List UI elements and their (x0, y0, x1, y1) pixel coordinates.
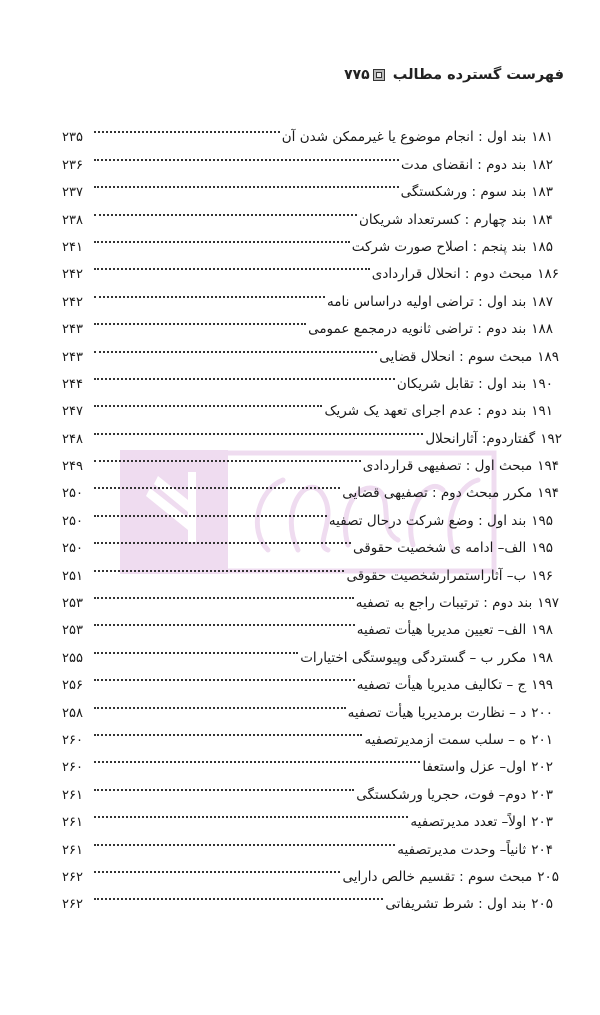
toc-entry-title: مبحث سوم : انحلال قضایی (379, 348, 533, 365)
toc-entry-number: ۱۸۸ (531, 321, 553, 338)
toc-entry-label (327, 289, 553, 316)
toc-entry-page: ۲۴۸ (62, 431, 83, 447)
toc-entry-page: ۲۶۰ (62, 732, 83, 748)
toc-entry-label (379, 344, 559, 371)
toc-entry-page: ۲۵۰ (62, 486, 83, 502)
toc-entry-title: بند اول : تراضی اولیه دراساس نامه (327, 293, 527, 310)
dot-leader (94, 497, 327, 524)
toc-entry-number: ۱۹۱ (531, 403, 553, 420)
dot-leader (94, 525, 351, 552)
dot-leader (94, 881, 383, 908)
toc-entry-label (425, 426, 562, 453)
dot-leader (94, 141, 399, 168)
toc-entry-number: ۱۸۱ (531, 129, 553, 146)
toc-entry-number: ۱۸۴ (531, 211, 553, 228)
toc-entry-title: ب– آثاراستمرارشخصیت حقوقی (346, 567, 527, 584)
dot-leader (94, 662, 355, 689)
toc-entry-title: اول– عزل واستعفا (422, 759, 527, 776)
toc-entry-page: ۲۵۱ (62, 568, 83, 584)
dot-leader (94, 744, 420, 771)
toc-entry-number: ۲۰۲ (531, 759, 553, 776)
toc-entry-number: ۱۸۵ (531, 238, 553, 255)
square-box-icon (373, 69, 385, 81)
toc-entry-title: بند دوم : ترتیبات راجع به تصفیه (355, 595, 533, 612)
toc-entry-page: ۲۳۶ (62, 157, 83, 173)
toc-entry-number: ۱۹۵ (531, 512, 553, 529)
toc-entry-title: مکرر ب – گستردگی وپیوستگی اختیارات (300, 649, 527, 666)
toc-entry-label (385, 891, 553, 918)
toc-entry-title: بند دوم : انقضای مدت (400, 156, 527, 173)
header-title: فهرست گسترده مطالب (392, 67, 564, 83)
toc-entry-label (359, 207, 553, 234)
toc-entry-page: ۲۶۱ (62, 815, 83, 831)
toc-entry-title: ثانیاً– وحدت مدیرتصفیه (397, 841, 527, 858)
toc-entry-number: ۲۰۳ (531, 814, 553, 831)
toc-entry-page: ۲۴۲ (62, 294, 83, 310)
dot-leader (94, 251, 370, 278)
dot-leader (94, 278, 325, 305)
toc-entry-number: ۲۰۵ (537, 868, 559, 885)
toc-entry-number: ۱۹۵ (531, 540, 553, 557)
toc-entry-title: گفتاردوم: آثارانحلال (425, 430, 536, 447)
toc-entry-title: بند دوم : تراضی ثانویه درمجمع عمومی (308, 321, 527, 338)
toc-entry-title: بند سوم : ورشکستگی (400, 184, 527, 201)
toc-entry-page: ۲۳۵ (62, 130, 83, 146)
toc-entry-label (348, 700, 553, 727)
toc-entry[interactable] (62, 114, 562, 146)
toc-entry-label (372, 261, 559, 288)
toc-entry-title: مبحث دوم : انحلال قراردادی (371, 266, 533, 283)
toc-entry-number: ۲۰۴ (531, 841, 553, 858)
toc-entry-title: دوم– فوت، حجریا ورشکستگی (356, 786, 527, 803)
toc-entry-page: ۲۵۰ (62, 513, 83, 529)
toc-entry-label (401, 179, 553, 206)
toc-entry-number: ۱۹۹ (531, 677, 553, 694)
toc-entry-page: ۲۴۷ (62, 404, 83, 420)
toc-entry-number: ۲۰۰ (531, 704, 553, 721)
toc-entry-title: الف– تعیین مدیریا هیأت تصفیه (356, 622, 527, 639)
dot-leader (94, 689, 346, 716)
toc-entry-page: ۲۵۸ (62, 705, 83, 721)
toc-entry-title: ه – سلب سمت ازمدیرتصفیه (364, 731, 527, 748)
toc-entry-label (397, 837, 553, 864)
dot-leader (94, 169, 399, 196)
toc-entry-title: بند اول : شرط تشریفاتی (385, 896, 527, 913)
toc-entry-number: ۱۹۰ (531, 375, 553, 392)
toc-entry-page: ۲۴۴ (62, 376, 83, 392)
toc-entry-number: ۱۸۷ (531, 293, 553, 310)
toc-entry-title: بند اول : وضع شرکت درحال تصفیه (328, 512, 527, 529)
toc-entry-number: ۲۰۳ (531, 786, 553, 803)
toc-entry-page: ۲۶۲ (62, 897, 83, 913)
toc-entry-label (357, 617, 553, 644)
toc-entry-number: ۱۹۸ (531, 622, 553, 639)
toc-entry-page: ۲۴۱ (62, 239, 83, 255)
toc-entry-page: ۲۵۵ (62, 650, 83, 666)
toc-entry-label (397, 371, 553, 398)
toc-entry-page: ۲۵۳ (62, 596, 83, 612)
dot-leader (94, 826, 395, 853)
toc-entry-page: ۲۵۰ (62, 541, 83, 557)
dot-leader (94, 361, 395, 388)
toc-entry-number: ۲۰۵ (531, 896, 553, 913)
toc-entry-title: بند اول : تقابل شریکان (396, 375, 527, 392)
toc-entry-label (401, 152, 553, 179)
toc-entry-number: ۱۸۶ (537, 266, 559, 283)
toc-entry-title: مکرر مبحث دوم : تصفیهی قضایی (342, 485, 533, 502)
toc-entry-label (352, 234, 553, 261)
toc-entry-page: ۲۳۸ (62, 212, 83, 228)
toc-entry-label (422, 754, 553, 781)
toc-entry-number: ۱۹۷ (537, 595, 559, 612)
toc-entry-title: ج – تکالیف مدیریا هیأت تصفیه (356, 677, 527, 694)
dot-leader (94, 114, 280, 141)
toc-entry-title: مبحث سوم : تقسیم خالص دارایی (342, 868, 533, 885)
toc-entry-number: ۱۹۸ (531, 649, 553, 666)
toc-entry-label (356, 590, 559, 617)
toc-entry-label (410, 809, 553, 836)
toc-entry-number: ۲۰۱ (531, 731, 553, 748)
toc-entry-title: مبحث اول : تصفیهی قراردادی (362, 458, 533, 475)
toc-entry-label (346, 563, 553, 590)
dot-leader (94, 196, 357, 223)
toc-entry-number: ۱۸۳ (531, 184, 553, 201)
dot-leader (94, 634, 298, 661)
dot-leader (94, 799, 408, 826)
toc-entry-page: ۲۵۳ (62, 623, 83, 639)
table-of-contents (62, 114, 562, 913)
toc-entry-page: ۲۴۳ (62, 349, 83, 365)
toc-entry-page: ۲۴۲ (62, 267, 83, 283)
dot-leader (94, 388, 322, 415)
dot-leader (94, 415, 423, 442)
toc-entry-number: ۱۹۴ (537, 458, 559, 475)
dot-leader (94, 552, 344, 579)
toc-entry-number: ۱۹۶ (531, 567, 553, 584)
toc-entry-page: ۲۵۶ (62, 678, 83, 694)
dot-leader (94, 306, 306, 333)
header-page-number: ۷۷۵ (344, 67, 370, 83)
toc-entry-title: بند چهارم : کسرتعداد شریکان (359, 211, 527, 228)
dot-leader (94, 771, 354, 798)
toc-entry-page: ۲۳۷ (62, 185, 83, 201)
toc-entry-page: ۲۶۲ (62, 869, 83, 885)
toc-entry-page: ۲۶۱ (62, 787, 83, 803)
dot-leader (94, 224, 350, 251)
dot-leader (94, 333, 377, 360)
toc-entry-number: ۱۸۲ (531, 156, 553, 173)
toc-entry-title: د – نظارت برمدیریا هیأت تصفیه (347, 704, 527, 721)
running-header (64, 63, 564, 87)
toc-entry-label (363, 453, 559, 480)
toc-entry-number: ۱۹۴ (537, 485, 559, 502)
dot-leader (94, 470, 340, 497)
toc-entry-label (342, 480, 559, 507)
toc-entry-number: ۱۹۲ (540, 430, 562, 447)
dot-leader (94, 717, 362, 744)
toc-entry-label (357, 672, 553, 699)
toc-entry-page: ۲۴۳ (62, 322, 83, 338)
dot-leader (94, 580, 354, 607)
toc-entry-label (329, 508, 553, 535)
toc-entry-title: بند اول : انجام موضوع یا غیرممکن شدن آن (281, 129, 527, 146)
toc-entry-title: بند پنجم : اصلاح صورت شرکت (351, 238, 527, 255)
toc-entry-number: ۱۸۹ (537, 348, 559, 365)
dot-leader (94, 607, 355, 634)
toc-entry-page: ۲۶۱ (62, 842, 83, 858)
toc-entry-label (353, 535, 553, 562)
toc-entry-page: ۲۶۰ (62, 760, 83, 776)
dot-leader (94, 854, 340, 881)
toc-entry-title: اولاً– تعدد مدیرتصفیه (410, 814, 527, 831)
toc-entry-title: الف– ادامه ی شخصیت حقوقی (353, 540, 527, 557)
dot-leader (94, 443, 361, 470)
toc-entry-title: بند دوم : عدم اجرای تعهد یک شریک (324, 403, 527, 420)
toc-entry-page: ۲۴۹ (62, 459, 83, 475)
